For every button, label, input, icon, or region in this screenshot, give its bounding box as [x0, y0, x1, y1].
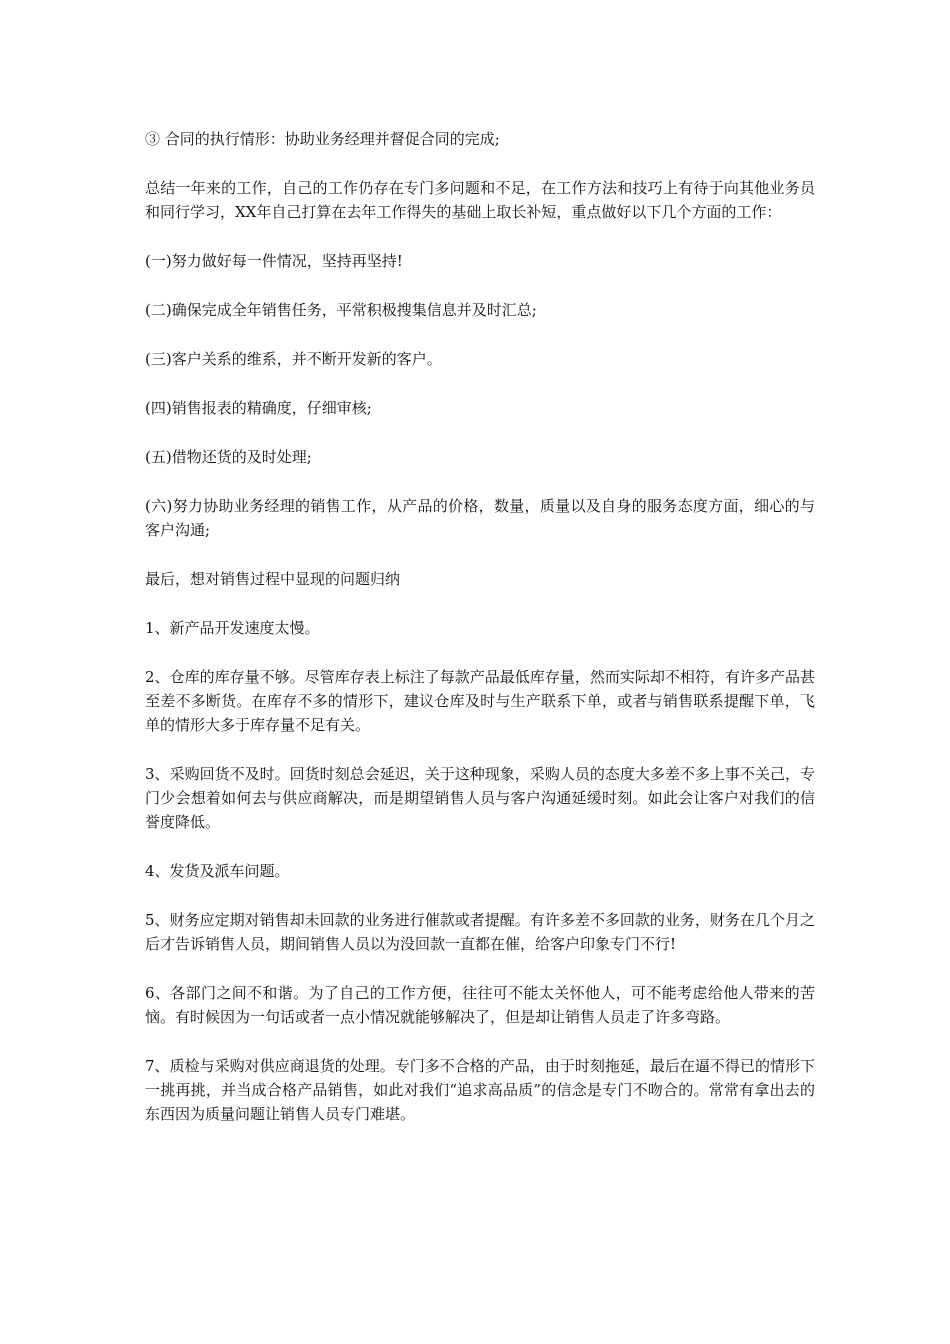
paragraph-plan-1: (一)努力做好每一件情况，坚持再坚持!: [145, 252, 403, 270]
paragraph-plan-6: (六)努力协助业务经理的销售工作，从产品的价格，数量，质量以及自身的服务态度方面，细心的与客户沟通;: [145, 497, 815, 539]
paragraph-plan-3: (三)客户关系的维系，并不断开发新的客户。: [145, 350, 442, 368]
paragraph-problem-1: 1、新产品开发速度太慢。: [145, 619, 320, 637]
paragraph-problem-4: 4、发货及派车问题。: [145, 862, 290, 880]
paragraph-plan-5: (五)借物还货的及时处理;: [145, 448, 312, 466]
paragraph-year-summary: 总结一年来的工作，自己的工作仍存在专门多问题和不足，在工作方法和技巧上有待于向其他业务员和同行学习，XX年自己打算在去年工作得失的基础上取长补短，重点做好以下几个方面的工作：: [145, 179, 815, 221]
paragraph-problem-7: 7、质检与采购对供应商退货的处理。专门多不合格的产品，由于时刻拖延，最后在逼不得已的情形下一挑再挑，并当成合格产品销售，如此对我们“追求高品质”的信念是专门不吻合的。常常有拿出去的东西因为质量问题让销售人员专门难堪。: [145, 1057, 815, 1123]
paragraph-problem-5: 5、财务应定期对销售却未回款的业务进行催款或者提醒。有许多差不多回款的业务，财务在几个月之后才告诉销售人员，期间销售人员以为没回款一直都在催，给客户印象专门不行!: [145, 911, 815, 953]
paragraph-plan-2: (二)确保完成全年销售任务，平常积极搜集信息并及时汇总;: [145, 301, 537, 319]
paragraph-problems-intro: 最后，想对销售过程中显现的问题归纳: [145, 570, 401, 588]
paragraph-problem-3: 3、采购回货不及时。回货时刻总会延迟，关于这种现象，采购人员的态度大多差不多上事不关己，专门少会想着如何去与供应商解决，而是期望销售人员与客户沟通延缓时刻。如此会让客户对我们的信誉度降低。: [145, 765, 815, 831]
paragraph-problem-6: 6、各部门之间不和谐。为了自己的工作方便，往往可不能太关怀他人，可不能考虑给他人带来的苦恼。有时候因为一句话或者一点小情况就能够解决了，但是却让销售人员走了许多弯路。: [145, 984, 815, 1026]
paragraph-contract-execution: ③ 合同的执行情形：协助业务经理并督促合同的完成;: [145, 130, 500, 148]
paragraph-problem-2: 2、仓库的库存量不够。尽管库存表上标注了每款产品最低库存量，然而实际却不相符，有许多产品甚至差不多断货。在库存不多的情形下，建议仓库及时与生产联系下单，或者与销售联系提醒下单，飞单的情形大多于库存量不足有关。: [145, 668, 815, 734]
document-body: [145, 127, 815, 1151]
paragraph-plan-4: (四)销售报表的精确度，仔细审核;: [145, 399, 372, 417]
